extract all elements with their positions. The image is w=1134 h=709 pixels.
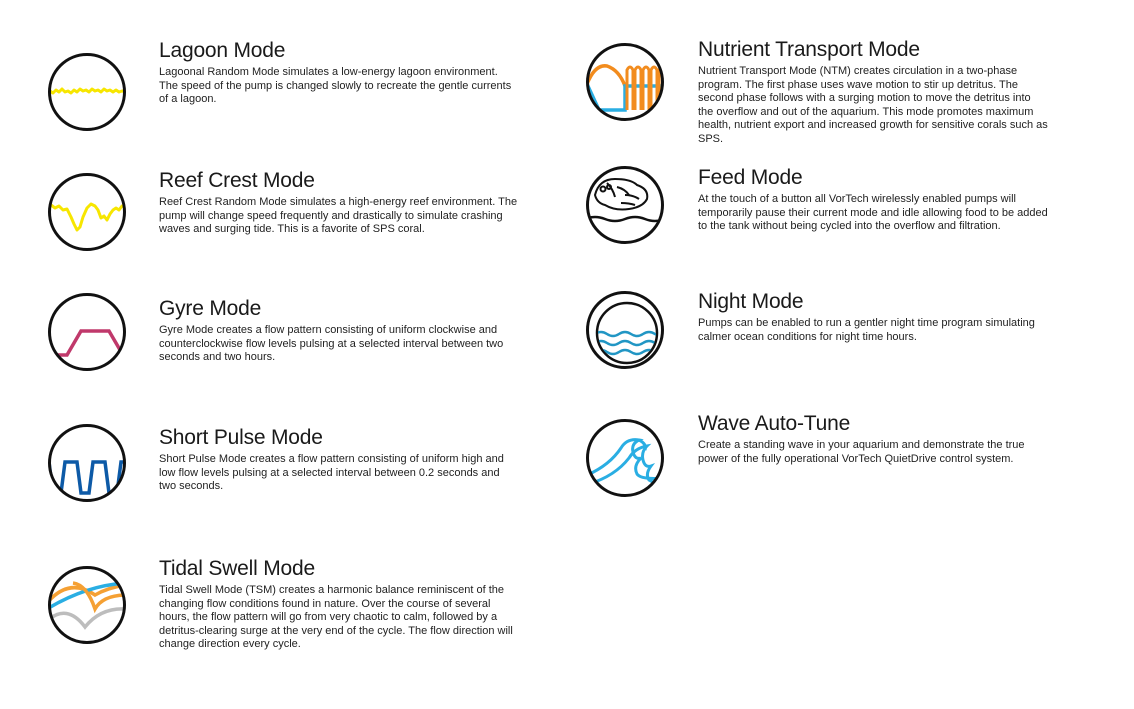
feed-hand-icon — [585, 165, 665, 245]
mode-title: Feed Mode — [698, 166, 803, 189]
mode-description: Pumps can be enabled to run a gentler night time program simulating calmer ocean conditions for night time hours. — [698, 317, 1035, 343]
mode-description: Tidal Swell Mode (TSM) creates a harmonic balance reminiscent of the changing flow conditions found in nature. Over the course of several hours, the flow pattern will go from very chaotic to calm, followed by a detritus-clearing surge at the very end of the cycle. The flow direction will change direction every cycle. — [159, 584, 513, 651]
gyre-trapezoid-icon — [47, 292, 127, 372]
mode-description: At the touch of a button all VorTech wirelessly enabled pumps will temporarily pause their current mode and idle allowing food to be added to the tank without being cycled into the overflow and filtration. — [698, 193, 1048, 233]
mode-description: Short Pulse Mode creates a flow pattern consisting of uniform high and low flow levels pulsing at a selected interval between 0.2 seconds and two seconds. — [159, 453, 504, 493]
mode-description: Nutrient Transport Mode (NTM) creates circulation in a two-phase program. The first phase uses wave motion to stir up detritus. The second phase follows with a surging motion to move the detritus into the overflow and out of the aquarium. This mode promotes maximum health, nutrient export and increased growth for sensitive corals such as SPS. — [698, 65, 1048, 145]
mode-title: Tidal Swell Mode — [159, 557, 315, 580]
mode-title: Reef Crest Mode — [159, 169, 315, 192]
short-pulse-square-wave-icon — [47, 423, 127, 503]
nutrient-transport-icon — [585, 42, 665, 122]
tidal-swell-curves-icon — [47, 565, 127, 645]
mode-title: Nutrient Transport Mode — [698, 38, 920, 61]
mode-title: Gyre Mode — [159, 297, 262, 320]
wave-crest-icon — [585, 418, 665, 498]
mode-description: Create a standing wave in your aquarium and demonstrate the true power of the fully operational VorTech QuietDrive control system. — [698, 439, 1025, 465]
lagoon-wave-icon — [47, 52, 127, 132]
mode-title: Lagoon Mode — [159, 39, 286, 62]
mode-description: Lagoonal Random Mode simulates a low-energy lagoon environment. The speed of the pump is changed slowly to recreate the gentle currents of a lagoon. — [159, 66, 512, 106]
mode-description: Gyre Mode creates a flow pattern consisting of uniform clockwise and counterclockwise flow levels pulsing at a selected interval between two seconds and two hours. — [159, 324, 504, 364]
mode-title: Wave Auto-Tune — [698, 412, 851, 435]
reef-crest-wave-icon — [47, 172, 127, 252]
mode-title: Night Mode — [698, 290, 804, 313]
mode-title: Short Pulse Mode — [159, 426, 323, 449]
night-moon-waves-icon — [585, 290, 665, 370]
mode-description: Reef Crest Random Mode simulates a high-energy reef environment. The pump will change speed frequently and drastically to simulate crashing waves and surging tide. This is a favorite of SPS coral. — [159, 196, 518, 236]
